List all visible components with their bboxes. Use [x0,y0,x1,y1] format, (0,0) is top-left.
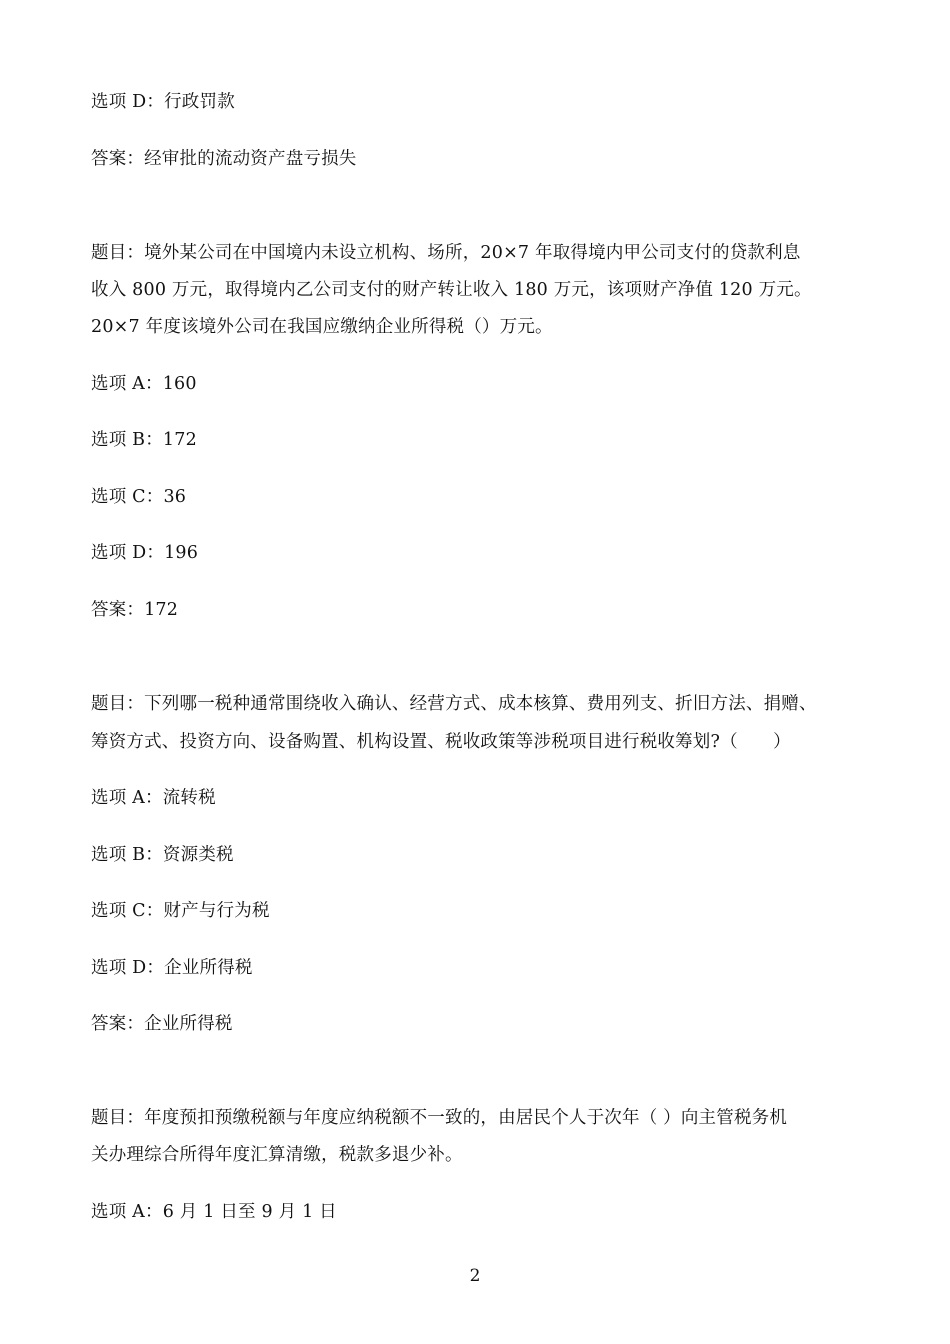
question-stem-line: 题目：下列哪一税种通常围绕收入确认、经营方式、成本核算、费用列支、折旧方法、捐赠、 [91,694,817,714]
answer: 答案：经审批的流动资产盘亏损失 [91,149,357,169]
option-a: 选项 A：160 [91,374,197,394]
option-c: 选项 C：财产与行为税 [91,901,270,921]
question-stem-line: 20×7 年度该境外公司在我国应缴纳企业所得税（）万元。 [91,317,553,337]
question-stem-line: 收入 800 万元，取得境内乙公司支付的财产转让收入 180 万元，该项财产净值 120 万元。 [91,280,812,300]
option-c: 选项 C：36 [91,487,187,507]
question-stem-line: 题目：境外某公司在中国境内未设立机构、场所，20×7 年取得境内甲公司支付的贷款利息 [91,243,801,263]
option-b: 选项 B：资源类税 [91,845,234,865]
question-stem-line: 关办理综合所得年度汇算清缴，税款多退少补。 [91,1145,463,1165]
option-d: 选项 D：196 [91,543,199,563]
option-a: 选项 A：流转税 [91,788,216,808]
question-stem-line: 题目：年度预扣预缴税额与年度应纳税额不一致的，由居民个人于次年（ ）向主管税务机 [91,1108,788,1128]
option-a: 选项 A：6 月 1 日至 9 月 1 日 [91,1202,337,1222]
option-d: 选项 D：行政罚款 [91,92,235,112]
option-d: 选项 D：企业所得税 [91,958,253,978]
question-stem-line: 筹资方式、投资方向、设备购置、机构设置、税收政策等涉税项目进行税收筹划?（ ） [91,732,791,752]
answer: 答案：企业所得税 [91,1014,233,1034]
answer: 答案：172 [91,600,179,620]
option-b: 选项 B：172 [91,430,197,450]
page-number: 2 [469,1266,481,1286]
